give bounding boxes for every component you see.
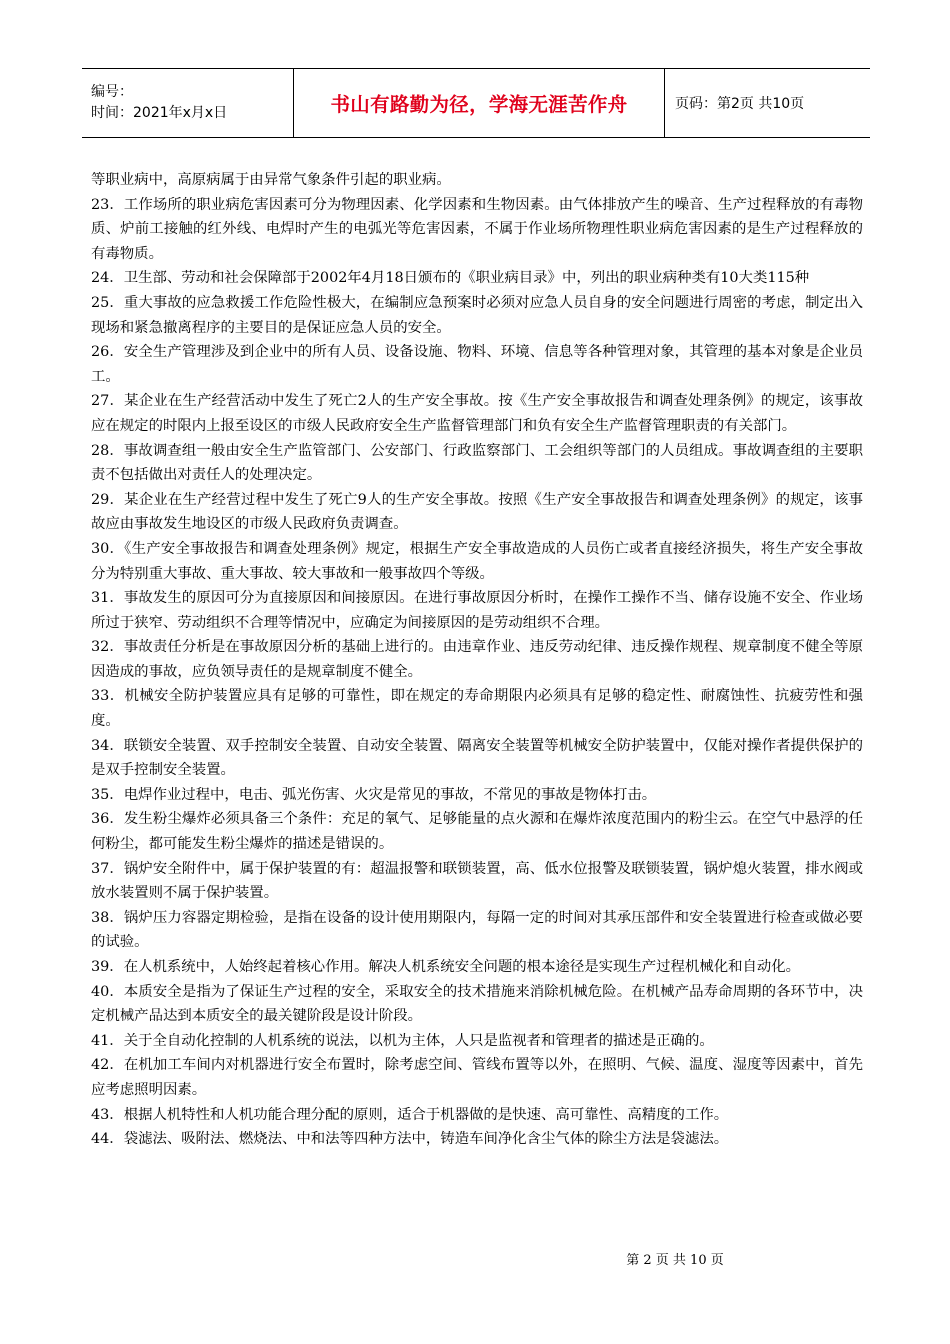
paragraph-item-33: 33．机械安全防护装置应具有足够的可靠性，即在规定的寿命期限内必须具有足够的稳定性、耐腐蚀性、抗疲劳性和强度。 — [91, 688, 863, 730]
paragraph-item-25: 25．重大事故的应急救援工作危险性极大，在编制应急预案时必须对应急人员自身的安全问题进行周密的考虑，制定出入现场和紧急撤离程序的主要目的是保证应急人员的安全。 — [91, 294, 863, 336]
paragraph-item-41: 41．关于全自动化控制的人机系统的说法，以机为主体，人只是监视者和管理者的描述是正确的。 — [91, 1032, 714, 1049]
paragraph-item-35: 35．电焊作业过程中，电击、弧光伤害、火灾是常见的事故，不常见的事故是物体打击。 — [91, 786, 657, 803]
paragraph-item-32: 32．事故责任分析是在事故原因分析的基础上进行的。由违章作业、违反劳动纪律、违反操作规程、规章制度不健全等原因造成的事故，应负领导责任的是规章制度不健全。 — [91, 639, 863, 680]
paragraph-item-42: 42．在机加工车间内对机器进行安全布置时，除考虑空间、管线布置等以外，在照明、气候、温度、湿度等因素中，首先应考虑照明因素。 — [91, 1057, 863, 1098]
paragraph-item-31: 31．事故发生的原因可分为直接原因和间接原因。在进行事故原因分析时，在操作工操作不当、储存设施不安全、作业场所过于狭窄、劳动组织不合理等情况中，应确定为间接原因的是劳动组织不合理。 — [91, 590, 863, 631]
footer-page-number: 第 2 页 共 10 页 — [626, 1253, 724, 1268]
page-footer — [0, 1249, 950, 1268]
paragraph-item-37: 37．锅炉安全附件中，属于保护装置的有：超温报警和联锁装置，高、低水位报警及联锁装置，锅炉熄火装置，排水阀或放水装置则不属于保护装置。 — [91, 860, 863, 902]
paragraph-item-44: 44．袋滤法、吸附法、燃烧法、中和法等四种方法中，铸造车间净化含尘气体的除尘方法是袋滤法。 — [91, 1131, 729, 1148]
paragraph-item-39: 39．在人机系统中，人始终起着核心作用。解决人机系统安全问题的根本途径是实现生产过程机械化和自动化。 — [91, 959, 801, 975]
header-page-cell — [665, 69, 870, 137]
paragraph-item-40: 40．本质安全是指为了保证生产过程的安全，采取安全的技术措施来消除机械危险。在机械产品寿命周期的各环节中，决定机械产品达到本质安全的最关键阶段是设计阶段。 — [91, 983, 863, 1025]
document-number-label: 编号： — [91, 84, 133, 100]
header-meta — [82, 69, 294, 137]
paragraph-item-38: 38．锅炉压力容器定期检验，是指在设备的设计使用期限内，每隔一定的时间对其承压部件和安全装置进行检查或做必要的试验。 — [91, 909, 863, 951]
document-body — [91, 168, 863, 1152]
header-page-label: 页码：第2页 共10页 — [675, 96, 805, 112]
paragraph-item-29: 29．某企业在生产经营过程中发生了死亡9人的生产安全事故。按照《生产安全事故报告和调查处理条例》的规定，该事故应由事故发生地设区的市级人民政府负责调查。 — [91, 491, 863, 533]
header-motto-cell — [294, 69, 665, 137]
paragraph-item-34: 34．联锁安全装置、双手控制安全装置、自动安全装置、隔离安全装置等机械安全防护装置中，仅能对操作者提供保护的是双手控制安全装置。 — [91, 737, 863, 779]
paragraph-item-30: 30．《生产安全事故报告和调查处理条例》规定，根据生产安全事故造成的人员伤亡或者直接经济损失，将生产安全事故分为特别重大事故、重大事故、较大事故和一般事故四个等级。 — [91, 540, 863, 582]
paragraph-item-26: 26．安全生产管理涉及到企业中的所有人员、设备设施、物料、环境、信息等各种管理对象，其管理的基本对象是企业员工。 — [91, 344, 863, 385]
document-time-label: 时间：2021年x月x日 — [91, 105, 228, 121]
paragraph-item-27: 27．某企业在生产经营活动中发生了死亡2人的生产安全事故。按《生产安全事故报告和调查处理条例》的规定，该事故应在规定的时限内上报至设区的市级人民政府安全生产监督管理部门和负有安全生产监督管理职责的有关部门。 — [91, 393, 863, 434]
page-header — [82, 68, 870, 138]
paragraph-item-43: 43．根据人机特性和人机功能合理分配的原则，适合于机器做的是快速、高可靠性、高精度的工作。 — [91, 1106, 729, 1123]
header-motto: 书山有路勤为径，学海无涯苦作舟 — [330, 93, 628, 116]
paragraph-item-23: 23．工作场所的职业病危害因素可分为物理因素、化学因素和生物因素。由气体排放产生的噪音、生产过程释放的有毒物质、炉前工接触的红外线、电焊时产生的电弧光等危害因素，不属于作业场所物理性职业病危害因素的是生产过程释放的有毒物质。 — [91, 196, 863, 262]
paragraph-item-36: 36．发生粉尘爆炸必须具备三个条件：充足的氧气、足够能量的点火源和在爆炸浓度范围内的粉尘云。在空气中悬浮的任何粉尘，都可能发生粉尘爆炸的描述是错误的。 — [91, 811, 863, 853]
paragraph-item-28: 28．事故调查组一般由安全生产监管部门、公安部门、行政监察部门、工会组织等部门的人员组成。事故调查组的主要职责不包括做出对责任人的处理决定。 — [91, 442, 863, 484]
paragraph-continuation: 等职业病中，高原病属于由异常气象条件引起的职业病。 — [91, 172, 451, 188]
paragraph-item-24: 24．卫生部、劳动和社会保障部于2002年4月18日颁布的《职业病目录》中，列出的职业病种类有10大类115种 — [91, 270, 810, 287]
